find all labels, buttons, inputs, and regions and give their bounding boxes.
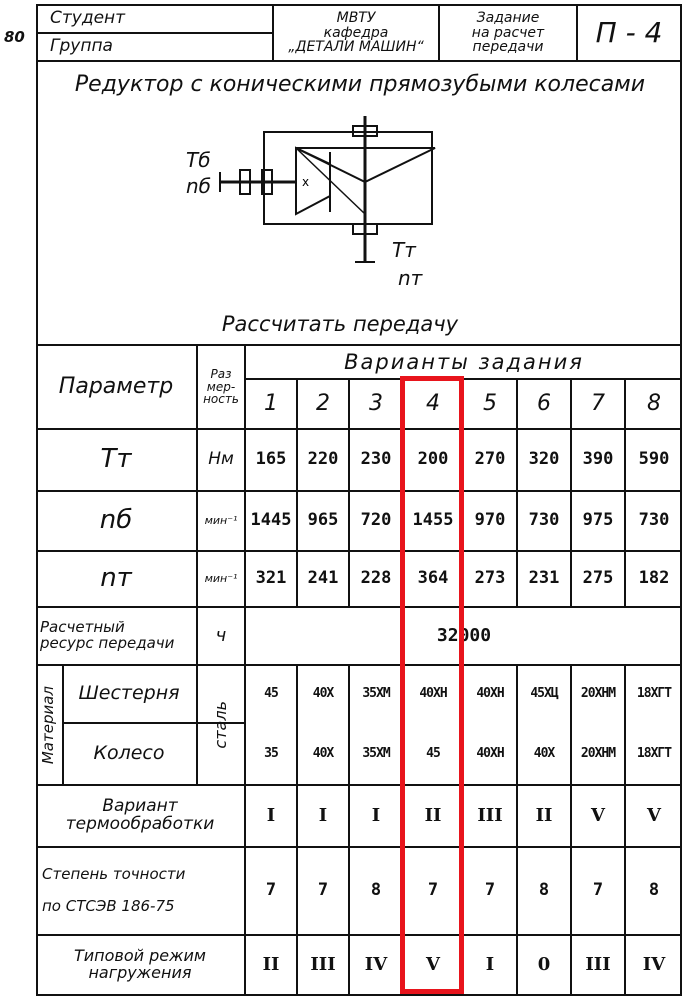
load-mode-value-3: IV	[364, 953, 388, 975]
unit-header	[198, 346, 244, 428]
gearbox-diagram	[180, 112, 480, 302]
precision-value-6: 8	[538, 880, 550, 901]
variant-number-3: 3	[369, 391, 383, 417]
load-mode-value-1: II	[262, 953, 280, 975]
variant-number-1: 1	[264, 391, 278, 417]
variant-number-5: 5	[483, 391, 497, 417]
heat-treatment-value-7: V	[591, 804, 605, 826]
unit-nt: мин⁻¹	[204, 572, 238, 586]
unit-material	[198, 666, 244, 784]
resource-line-2: ресурс передачи	[40, 634, 175, 652]
institution-line-2: кафедра	[323, 24, 389, 41]
nt-value-1: 321	[255, 568, 287, 589]
nt-value-5: 273	[474, 568, 506, 589]
wheel-material-6: 40X	[533, 746, 555, 762]
row-label-nb: nб	[99, 505, 133, 536]
task-code: П - 4	[595, 16, 663, 50]
label-nb: nб	[186, 174, 212, 198]
tt-value-7: 390	[582, 449, 614, 470]
row-label-load	[36, 936, 244, 994]
precision-value-4: 7	[427, 880, 439, 901]
material-group-text: Материал	[39, 685, 58, 765]
housing-outline	[264, 132, 432, 224]
nb-value-4: 1455	[412, 510, 454, 531]
subtitle: Рассчитать передачу	[221, 312, 459, 336]
row-label-precision	[36, 848, 244, 934]
load-line-1: Типовой режим	[73, 946, 206, 966]
precision-value-8: 8	[648, 880, 660, 901]
precision-value-7: 7	[592, 880, 604, 901]
row-label-tt: Tт	[100, 444, 132, 475]
page-number: 80	[4, 28, 25, 46]
nb-value-5: 970	[474, 510, 506, 531]
row-label-resource	[36, 608, 196, 664]
variant-number-2: 2	[316, 391, 330, 417]
institution-line-3: „ДЕТАЛИ МАШИН“	[288, 39, 424, 56]
pinion-material-1: 45	[264, 686, 278, 702]
heat-line-1: Вариант	[102, 796, 178, 817]
unit-material-text: сталь	[210, 701, 230, 749]
header-bottom-line	[36, 60, 682, 62]
variant-4-highlight	[400, 376, 464, 994]
material-group-label	[36, 666, 62, 784]
page-title: Редуктор с коническими прямозубыми колесами	[74, 72, 646, 97]
tt-value-6: 320	[528, 449, 560, 470]
wheel-material-4: 45	[426, 746, 440, 762]
nt-value-3: 228	[360, 568, 392, 589]
pinion-material-3: 35XM	[362, 686, 390, 702]
pinion-material-8: 18XГT	[636, 686, 672, 702]
resource-line-1: Расчетный	[40, 618, 125, 637]
label-tt: Tт	[392, 238, 416, 262]
task-line-2: на расчет	[471, 24, 545, 41]
heat-treatment-value-2: I	[318, 804, 328, 826]
unit-resource: ч	[215, 624, 227, 646]
wheel-material-7: 20XHM	[580, 746, 616, 762]
heat-treatment-value-1: I	[266, 804, 276, 826]
precision-line-2: по СТСЭВ 186-75	[42, 897, 175, 915]
nt-value-7: 275	[582, 568, 614, 589]
wheel-material-3: 35XM	[362, 746, 390, 762]
variant-number-7: 7	[591, 391, 605, 417]
variant-number-4: 4	[426, 391, 440, 417]
param-header: Параметр	[58, 374, 174, 400]
nb-value-8: 730	[638, 510, 670, 531]
heat-treatment-value-6: II	[535, 804, 553, 826]
tt-value-1: 165	[255, 449, 287, 470]
nb-value-1: 1445	[250, 510, 292, 531]
mark-x: x	[302, 175, 310, 189]
task-line-1: Задание	[476, 9, 540, 26]
institution-block	[274, 6, 438, 60]
unit-nb: мин⁻¹	[204, 514, 238, 528]
load-mode-value-2: III	[310, 953, 336, 975]
load-mode-value-6: 0	[537, 953, 551, 975]
nt-value-8: 182	[638, 568, 670, 589]
group-label: Группа	[50, 36, 113, 56]
pinion-material-4: 40XH	[419, 686, 447, 702]
header-mid-line	[36, 32, 272, 34]
heat-line-2: термообработки	[65, 814, 215, 834]
precision-value-1: 7	[265, 880, 277, 901]
student-label: Студент	[50, 8, 126, 28]
variants-header: Варианты задания	[344, 349, 584, 374]
task-line-3: передачи	[472, 39, 544, 56]
row-label-nt: nт	[100, 563, 132, 594]
tt-value-3: 230	[360, 449, 392, 470]
unit-header-line-1: Раз	[210, 367, 232, 382]
tt-value-2: 220	[307, 449, 339, 470]
unit-tt: Нм	[208, 449, 234, 470]
nb-value-2: 965	[307, 510, 339, 531]
label-nt: nт	[398, 266, 423, 290]
row-label-heat	[36, 786, 244, 846]
variant-number-8: 8	[647, 391, 661, 417]
pinion-material-7: 20XHM	[580, 686, 616, 702]
heat-treatment-value-3: I	[371, 804, 381, 826]
task-block	[440, 6, 576, 60]
institution-line-1: МВТУ	[336, 9, 376, 26]
load-mode-value-8: IV	[642, 953, 666, 975]
unit-header-line-3: ность	[203, 392, 239, 407]
wheel-material-1: 35	[264, 746, 278, 762]
wheel-material-2: 40X	[312, 746, 334, 762]
nt-value-2: 241	[307, 568, 339, 589]
tt-value-4: 200	[417, 449, 449, 470]
precision-line-1: Степень точности	[42, 865, 186, 884]
precision-value-5: 7	[484, 880, 496, 901]
nb-value-3: 720	[360, 510, 392, 531]
load-mode-value-4: V	[426, 953, 440, 975]
wheel-material-5: 40XH	[476, 746, 504, 762]
pinion-material-2: 40X	[312, 686, 334, 702]
heat-treatment-value-8: V	[647, 804, 661, 826]
row-label-wheel: Колесо	[93, 742, 165, 765]
wheel-material-8: 18XГT	[636, 746, 672, 762]
load-mode-value-7: III	[585, 953, 611, 975]
pinion-material-5: 40XH	[476, 686, 504, 702]
heat-treatment-value-5: III	[477, 804, 503, 826]
load-mode-value-5: I	[485, 953, 495, 975]
heat-treatment-value-4: II	[424, 804, 442, 826]
precision-value-3: 8	[370, 880, 382, 901]
resource-value: 32000	[436, 624, 492, 646]
precision-value-2: 7	[317, 880, 329, 901]
load-line-2: нагружения	[88, 963, 192, 982]
unit-header-line-2: мер-	[206, 379, 236, 394]
row-label-pinion: Шестерня	[78, 682, 180, 705]
nt-value-4: 364	[417, 568, 449, 589]
nb-value-7: 975	[582, 510, 614, 531]
tt-value-5: 270	[474, 449, 506, 470]
nt-value-6: 231	[528, 568, 560, 589]
label-tb: Тб	[186, 148, 211, 172]
nb-value-6: 730	[528, 510, 560, 531]
variant-number-6: 6	[537, 391, 551, 417]
tt-value-8: 590	[638, 449, 670, 470]
pinion-material-6: 45XЦ	[530, 686, 558, 702]
